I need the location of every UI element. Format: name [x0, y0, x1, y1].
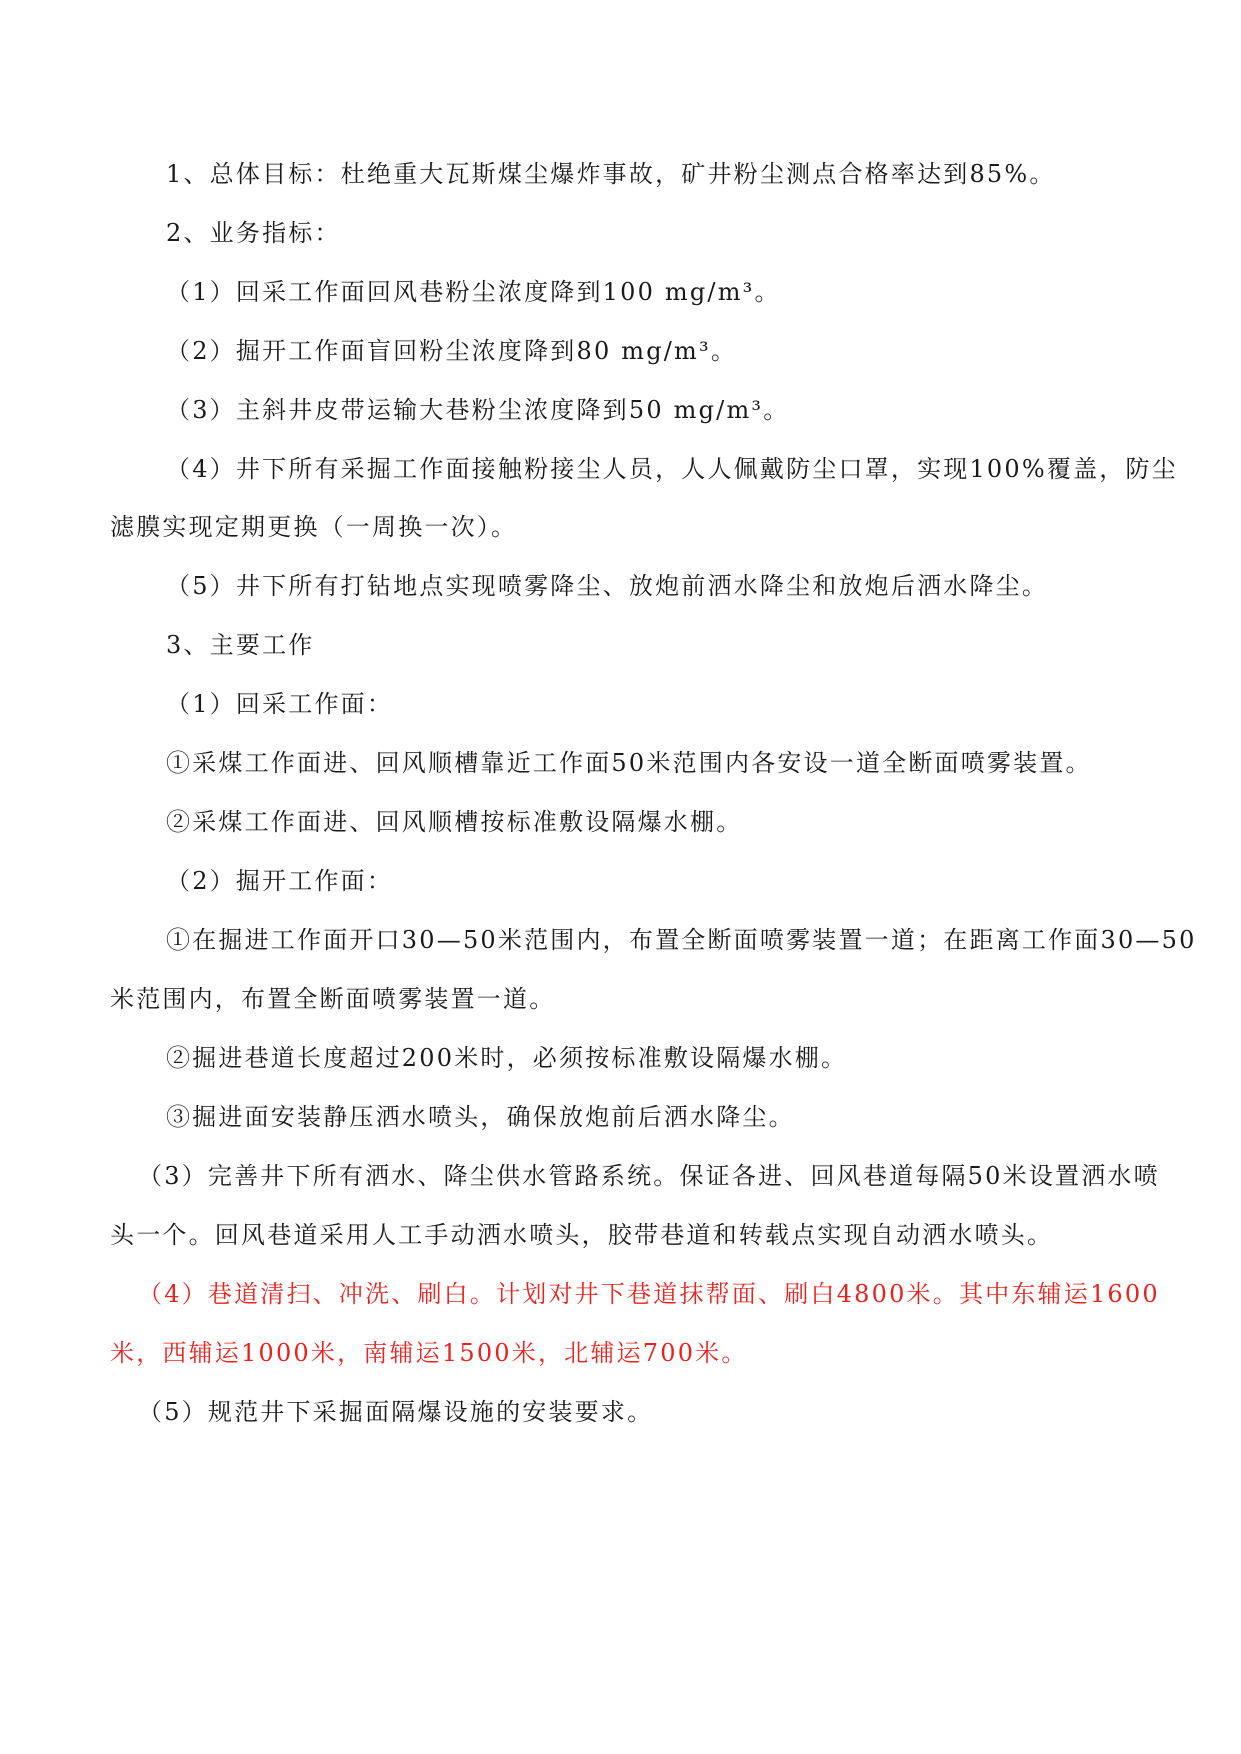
work-2-item-1-line-2: 米范围内，布置全断面喷雾装置一道。 — [110, 985, 556, 1013]
work-1-heading: （1）回采工作面： — [166, 690, 394, 718]
indicator-3: （3）主斜井皮带运输大巷粉尘浓度降到50 mg/m³。 — [166, 396, 790, 424]
work-1-item-2: ②采煤工作面进、回风顺槽按标准敷设隔爆水棚。 — [166, 808, 743, 836]
work-2-item-1-line-1: ①在掘进工作面开口30—50米范围内，布置全断面喷雾装置一道；在距离工作面30—50 — [166, 926, 1197, 954]
indicator-4-line-2: 滤膜实现定期更换（一周换一次）。 — [110, 513, 518, 541]
goal-overall: 1、总体目标：杜绝重大瓦斯煤尘爆炸事故，矿井粉尘测点合格率达到85%。 — [166, 160, 1056, 188]
work-2-heading: （2）掘开工作面： — [166, 867, 394, 895]
work-3-line-1: （3）完善井下所有洒水、降尘供水管路系统。保证各进、回风巷道每隔50米设置洒水喷 — [138, 1162, 1160, 1190]
indicator-1: （1）回采工作面回风巷粉尘浓度降到100 mg/m³。 — [166, 278, 781, 306]
work-3-line-2: 头一个。回风巷道采用人工手动洒水喷头，胶带巷道和转载点实现自动洒水喷头。 — [110, 1221, 1054, 1249]
work-4-line-2: 米，西辅运1000米，南辅运1500米，北辅运700米。 — [110, 1339, 748, 1367]
indicator-4-line-1: （4）井下所有采掘工作面接触粉接尘人员，人人佩戴防尘口罩，实现100%覆盖，防尘 — [166, 455, 1178, 483]
section-main-work: 3、主要工作 — [166, 631, 315, 659]
indicator-2: （2）掘开工作面盲回粉尘浓度降到80 mg/m³。 — [166, 337, 738, 365]
work-1-item-1: ①采煤工作面进、回风顺槽靠近工作面50米范围内各安设一道全断面喷雾装置。 — [166, 749, 1092, 777]
work-2-item-3: ③掘进面安装静压洒水喷头，确保放炮前后洒水降尘。 — [166, 1103, 795, 1131]
work-5: （5）规范井下采掘面隔爆设施的安装要求。 — [138, 1398, 654, 1426]
work-4-line-1: （4）巷道清扫、冲洗、刷白。计划对井下巷道抹帮面、刷白4800米。其中东辅运1600 — [138, 1280, 1160, 1308]
indicator-5: （5）井下所有打钻地点实现喷雾降尘、放炮前洒水降尘和放炮后洒水降尘。 — [166, 572, 1049, 600]
work-2-item-2: ②掘进巷道长度超过200米时，必须按标准敷设隔爆水棚。 — [166, 1044, 848, 1072]
section-business-indicators: 2、业务指标： — [166, 219, 341, 247]
